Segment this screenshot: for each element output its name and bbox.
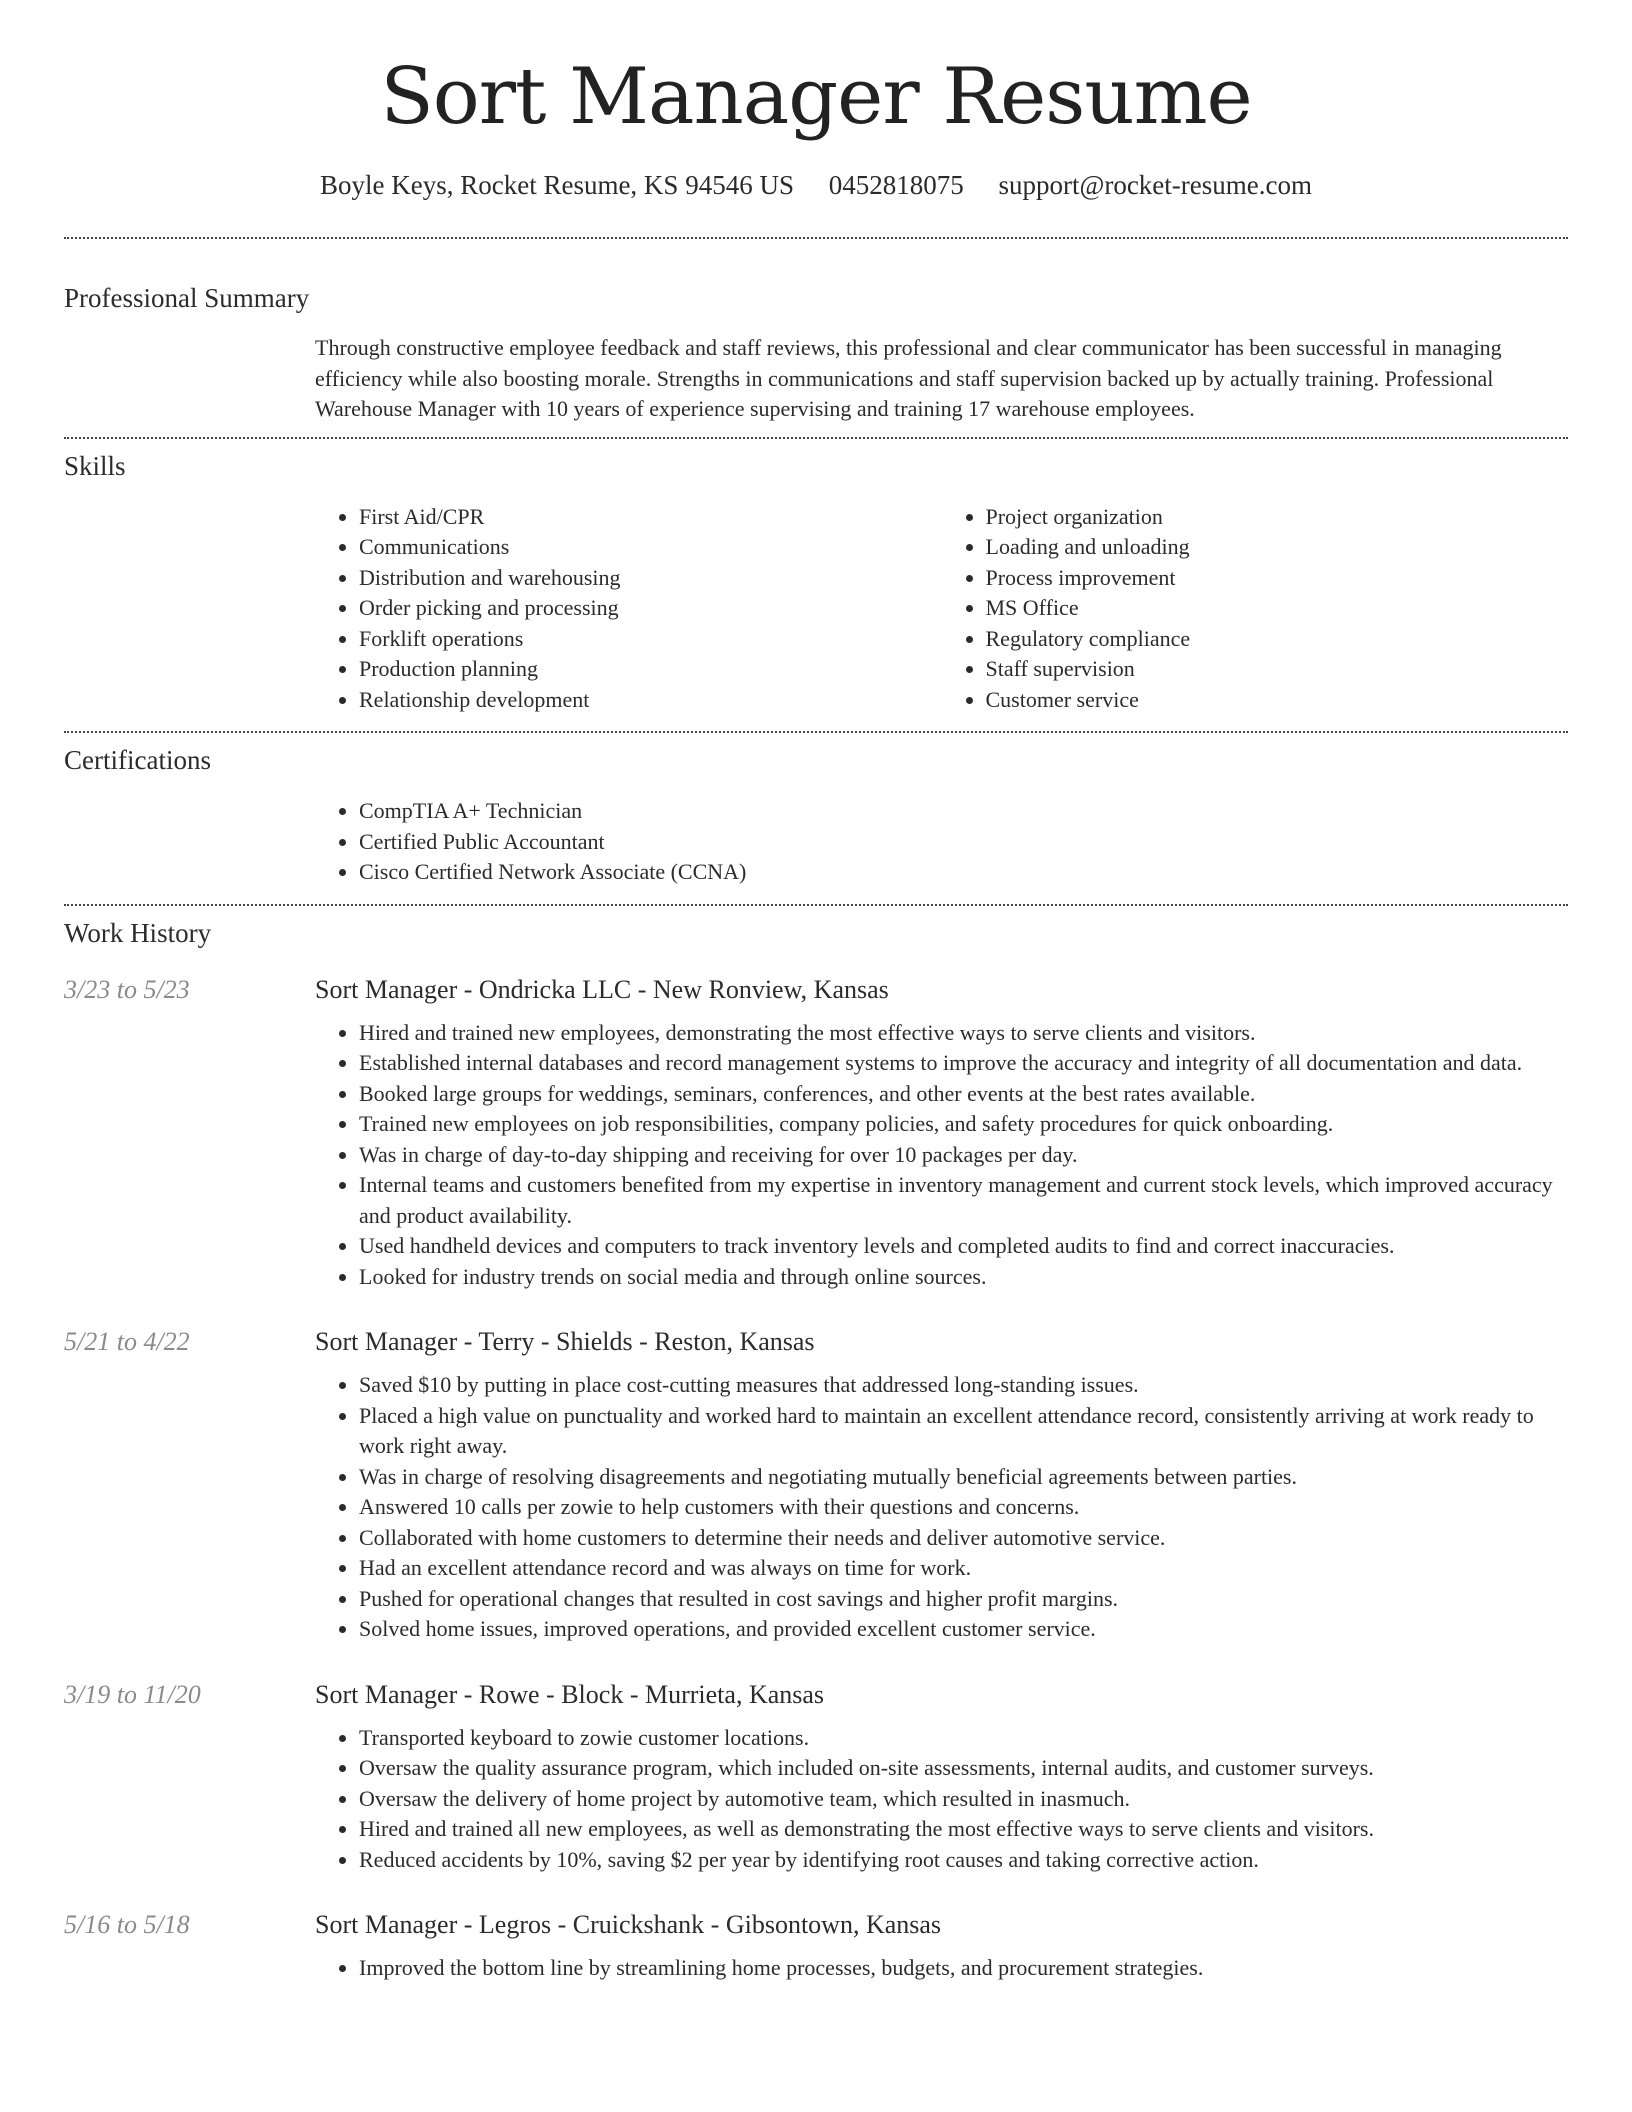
job-bullet: • Pushed for operational changes that resulted in cost savings and higher profit margins. — [359, 1584, 1568, 1615]
job-title: Sort Manager - Rowe - Block - Murrieta, Kansas — [315, 1679, 825, 1709]
work-history-section — [64, 918, 1568, 1984]
job-title: Sort Manager - Terry - Shields - Reston, Kansas — [315, 1327, 815, 1356]
job-bullet: • Hired and trained new employees, demonstrating the most effective ways to serve clients and visitors. — [359, 1018, 1568, 1049]
skill-item: • Project organization — [986, 502, 1569, 533]
job-bullet: • Transported keyboard to zowie customer locations. — [359, 1723, 1568, 1754]
contact-phone: 0452818075 — [828, 170, 964, 200]
job-bullet: • Trained new employees on job responsibilities, company policies, and safety procedures for quick onboarding. — [359, 1109, 1568, 1140]
job-bullet: • Answered 10 calls per zowie to help customers with their questions and concerns. — [359, 1492, 1568, 1523]
job-entry — [64, 1680, 1568, 1876]
job-bullet: • Reduced accidents by 10%, saving $2 per year by identifying root causes and taking corrective action. — [359, 1845, 1568, 1876]
section-heading: Certifications — [64, 745, 211, 775]
resume-title: Sort Manager Resume — [380, 52, 1252, 142]
job-bullet: • Had an excellent attendance record and was always on time for work. — [359, 1553, 1568, 1584]
skill-item: • Production planning — [359, 654, 942, 685]
contact-email: support@rocket-resume.com — [998, 170, 1312, 200]
job-bullets — [315, 1370, 1568, 1645]
certifications-section — [64, 745, 1568, 888]
skill-item: • Order picking and processing — [359, 593, 942, 624]
section-heading: Skills — [64, 450, 126, 481]
skill-item: • Communications — [359, 532, 942, 563]
job-bullets — [315, 1953, 1568, 1984]
summary-section — [64, 283, 1568, 425]
skill-item: • First Aid/CPR — [359, 502, 942, 533]
divider — [64, 237, 1568, 239]
job-bullet: • Was in charge of day-to-day shipping and receiving for over 10 packages per day. — [359, 1140, 1568, 1171]
contact-line — [64, 170, 1568, 201]
divider — [64, 904, 1568, 906]
job-bullet: • Hired and trained all new employees, as well as demonstrating the most effective ways to serve clients and visitors. — [359, 1814, 1568, 1845]
job-bullet: • Oversaw the delivery of home project by automotive team, which resulted in inasmuch. — [359, 1784, 1568, 1815]
job-bullets — [315, 1723, 1568, 1876]
job-entry — [64, 1910, 1568, 1984]
skills-list-right — [942, 502, 1569, 716]
skills-list-left — [315, 502, 942, 716]
job-bullet: • Improved the bottom line by streamlining home processes, budgets, and procurement strategies. — [359, 1953, 1568, 1984]
job-title: Sort Manager - Legros - Cruickshank - Gibsontown, Kansas — [315, 1910, 942, 1939]
skills-section — [64, 451, 1568, 716]
job-bullet: • Placed a high value on punctuality and worked hard to maintain an excellent attendance record, consistently arriving at work ready to work right away. — [359, 1401, 1568, 1462]
job-entry — [64, 975, 1568, 1293]
job-bullet: • Saved $10 by putting in place cost-cutting measures that addressed long-standing issues. — [359, 1370, 1568, 1401]
resume-page — [64, 0, 1568, 1984]
job-bullet: • Was in charge of resolving disagreements and negotiating mutually beneficial agreements between parties. — [359, 1462, 1568, 1493]
skill-item: • Distribution and warehousing — [359, 563, 942, 594]
skill-item: • Process improvement — [986, 563, 1569, 594]
skill-item: • Customer service — [986, 685, 1569, 716]
certifications-content — [315, 796, 1568, 888]
job-entry — [64, 1327, 1568, 1645]
summary-text: Through constructive employee feedback and staff reviews, this professional and clear communicator has been successful in managing efficiency while also boosting morale. Strengths in communications and staff supervision backed up by actually training. Professional Warehouse Manager with 10 years of experience supervising and training 17 warehouse employees. — [315, 335, 1502, 421]
skills-columns — [315, 502, 1568, 716]
certification-item: • CompTIA A+ Technician — [359, 796, 1568, 827]
skill-item: • Forklift operations — [359, 624, 942, 655]
job-date: 5/16 to 5/18 — [64, 1910, 190, 1939]
job-bullet: • Looked for industry trends on social media and through online sources. — [359, 1262, 1568, 1293]
certifications-list — [315, 796, 1568, 888]
job-bullet: • Established internal databases and record management systems to improve the accuracy and integrity of all documentation and data. — [359, 1048, 1568, 1079]
job-bullet: • Oversaw the quality assurance program, which included on-site assessments, internal audits, and customer surveys. — [359, 1753, 1568, 1784]
skill-item: • Relationship development — [359, 685, 942, 716]
job-date: 5/21 to 4/22 — [64, 1327, 190, 1356]
job-title: Sort Manager - Ondricka LLC - New Ronview, Kansas — [315, 974, 889, 1004]
divider — [64, 731, 1568, 733]
skill-item: • MS Office — [986, 593, 1569, 624]
job-bullet: • Collaborated with home customers to determine their needs and deliver automotive service. — [359, 1523, 1568, 1554]
job-date: 3/23 to 5/23 — [64, 974, 190, 1004]
job-bullet: • Used handheld devices and computers to track inventory levels and completed audits to find and correct inaccuracies. — [359, 1231, 1568, 1262]
skill-item: • Loading and unloading — [986, 532, 1569, 563]
certification-item: • Cisco Certified Network Associate (CCNA) — [359, 857, 1568, 888]
job-bullets — [315, 1018, 1568, 1293]
divider — [64, 437, 1568, 439]
job-bullet: • Internal teams and customers benefited from my expertise in inventory management and current stock levels, which improved accuracy and product availability. — [359, 1170, 1568, 1231]
job-bullet: • Solved home issues, improved operations, and provided excellent customer service. — [359, 1614, 1568, 1645]
job-bullet: • Booked large groups for weddings, seminars, conferences, and other events at the best rates available. — [359, 1079, 1568, 1110]
skill-item: • Regulatory compliance — [986, 624, 1569, 655]
summary-content — [315, 333, 1568, 425]
job-date: 3/19 to 11/20 — [64, 1679, 201, 1709]
section-heading: Professional Summary — [64, 283, 310, 313]
contact-address: Boyle Keys, Rocket Resume, KS 94546 US — [319, 170, 794, 200]
certification-item: • Certified Public Accountant — [359, 827, 1568, 858]
skill-item: • Staff supervision — [986, 654, 1569, 685]
section-heading: Work History — [64, 917, 212, 948]
